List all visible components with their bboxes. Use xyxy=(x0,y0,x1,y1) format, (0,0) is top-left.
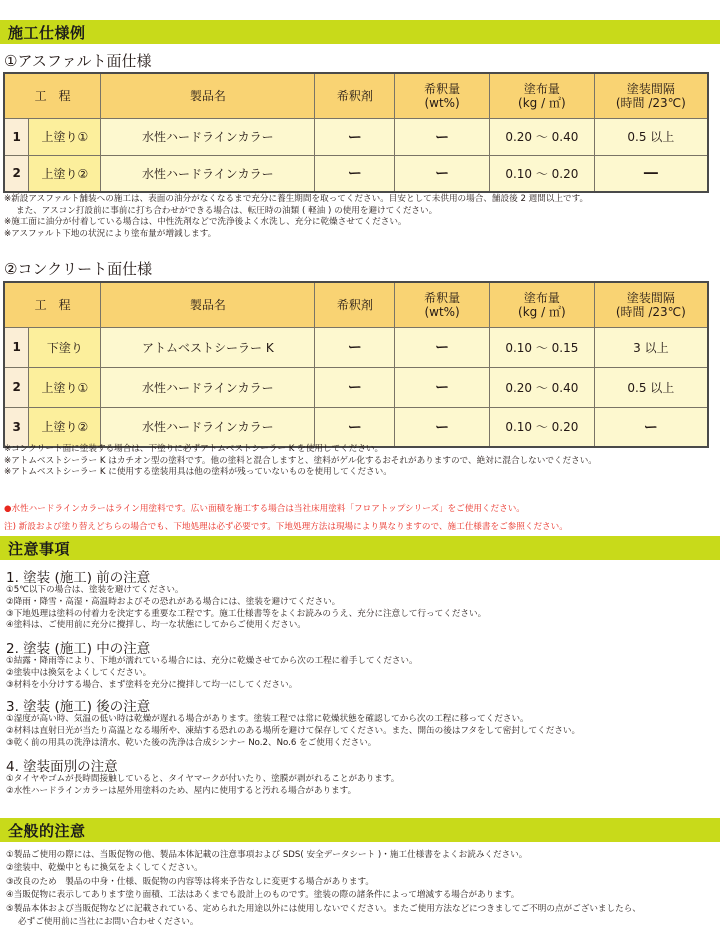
section-title: 注意事項 xyxy=(8,540,71,558)
table-header-row xyxy=(4,73,708,118)
row-interval: 0.5 以上 xyxy=(594,367,708,407)
header-dilution-line1: 希釈量 xyxy=(424,290,461,305)
list-item: 必ずご使用前に当社にお問い合わせください。 xyxy=(18,917,199,928)
row-dilution: ー xyxy=(395,367,490,407)
group-items xyxy=(6,774,399,798)
group-heading: 2. 塗装 (施工) 中の注意 xyxy=(6,641,151,657)
list-item: ①製品ご使用の際には、当販促物の他、製品本体記載の注意事項および SDS( 安全データシート )・施工仕様書をよくお読みください。 xyxy=(6,850,528,860)
header-dilution xyxy=(395,282,490,327)
row-dilution: ー xyxy=(395,155,490,192)
warning-notes xyxy=(4,500,568,536)
list-item: ③改良のため 製品の中身・仕様、販促物の内容等は将来予告なしに変更する場合があります。 xyxy=(6,876,374,887)
note: ※アトムベストシーラー K に使用する塗装用具は他の塗料が残っていないものを使用してください。 xyxy=(4,467,392,478)
header-coverage-line1: 塗布量 xyxy=(523,81,560,96)
row-product: 水性ハードラインカラー xyxy=(101,367,315,407)
header-coverage-line2: (kg / ㎡) xyxy=(518,304,566,319)
row-number: 3 xyxy=(4,407,29,447)
row-interval: ― xyxy=(594,155,708,192)
warning-note: 注) 新設および塗り替えどちらの場合でも、下地処理は必ず必要です。下地処理方法は現場により異なりますので、施工仕様書をご参照ください。 xyxy=(4,522,568,532)
table-row xyxy=(4,407,708,447)
row-product: 水性ハードラインカラー xyxy=(101,407,315,447)
list-item: ②塗装中は換気をよくしてください。 xyxy=(6,667,152,678)
row-thinner: ー xyxy=(315,327,395,367)
concrete-spec-table xyxy=(3,281,709,448)
table-header-row xyxy=(4,282,708,327)
row-product: 水性ハードラインカラー xyxy=(101,155,315,192)
list-item: ①5℃以下の場合は、塗装を避けてください。 xyxy=(6,585,184,595)
row-step: 上塗り② xyxy=(29,407,101,447)
list-item: ③乾く前の用具の洗浄は清水、乾いた後の洗浄は合成シンナー No.2、No.6 をご使用ください。 xyxy=(6,737,377,748)
row-step: 上塗り① xyxy=(29,118,101,155)
row-number: 2 xyxy=(4,367,29,407)
note: ※アスファルト下地の状況により塗布量が増減します。 xyxy=(4,228,217,239)
header-interval-line2: (時間 /23℃) xyxy=(615,304,686,319)
header-dilution xyxy=(395,73,490,118)
row-step: 下塗り xyxy=(29,327,101,367)
list-item: ②塗装中、乾燥中ともに換気をよくしてください。 xyxy=(6,863,203,874)
header-interval-line1: 塗装間隔 xyxy=(626,290,675,305)
row-coverage: 0.10 ～ 0.20 xyxy=(490,155,595,192)
asphalt-spec-table xyxy=(3,72,709,193)
note: ※アトムベストシーラー K はカチオン型の塗料です。他の塗料と混合しますと、塗料がゲル化するおそれがありますので、絶対に混合しないでください。 xyxy=(4,455,597,466)
list-item: ④塗料は、ご使用前に充分に攪拌し、均一な状態にしてからご使用ください。 xyxy=(6,620,306,631)
list-item: ①タイヤやゴムが長時間接触していると、タイヤマークが付いたり、塗膜が剥がれることがあります。 xyxy=(6,774,400,784)
note: また、アスコン打設前に事前に打ち合わせができる場合は、転圧時の油類 ( 軽油 ) の使用を避けてください。 xyxy=(16,205,438,216)
row-dilution: ー xyxy=(395,118,490,155)
section-bar-construction-spec xyxy=(0,20,720,44)
asphalt-notes xyxy=(4,194,588,240)
header-product: 製品名 xyxy=(101,73,315,118)
concrete-notes xyxy=(4,444,597,479)
list-item: ②降雨・降雪・高湿・高温時およびその恐れがある場合には、塗装を避けてください。 xyxy=(6,596,341,607)
row-step: 上塗り① xyxy=(29,367,101,407)
row-thinner: ー xyxy=(315,367,395,407)
list-item: ①結露・降雨等により、下地が濡れている場合には、充分に乾燥させてから次の工程に着手してください。 xyxy=(6,656,418,666)
warning-note: ●水性ハードラインカラーはライン用塗料です。広い面積を施工する場合は当社床用塗料「フロアトップシリーズ」をご使用ください。 xyxy=(4,504,525,514)
table-row xyxy=(4,118,708,155)
note: ※新設アスファルト舗装への施工は、表面の油分がなくなるまで充分に養生期間を取ってください。目安として未供用の場合、舗設後 2 週間以上です。 xyxy=(4,194,589,204)
header-interval xyxy=(594,282,708,327)
note: ※施工面に油分が付着している場合は、中性洗剤などで洗浄後よく水洗し、充分に乾燥させてください。 xyxy=(4,217,407,228)
row-coverage: 0.20 ～ 0.40 xyxy=(490,367,595,407)
row-number: 1 xyxy=(4,327,29,367)
section-bar-general-precautions xyxy=(0,818,720,842)
list-item: ①湿度が高い時、気温の低い時は乾燥が遅れる場合があります。塗装工程では常に乾燥状態を確認してから次の工程に移ってください。 xyxy=(6,714,529,724)
header-dilution-line2: (wt%) xyxy=(424,304,460,319)
list-item: ⑤製品本体および当販促物などに記載されている、定められた用途以外には使用しないでください。またご使用方法などにつきましてご不明の点がございましたら、 xyxy=(6,903,641,914)
table-row xyxy=(4,327,708,367)
header-interval-line2: (時間 /23℃) xyxy=(615,95,686,110)
header-coverage-line2: (kg / ㎡) xyxy=(518,95,566,110)
section-bar-precautions xyxy=(0,536,720,560)
row-product: 水性ハードラインカラー xyxy=(101,118,315,155)
group-items xyxy=(6,714,580,749)
row-thinner: ー xyxy=(315,118,395,155)
header-coverage xyxy=(490,282,595,327)
list-item: ②材料は直射日光が当たり高温となる場所や、凍結する恐れのある場所を避けて保存してください。また、開缶の後はフタをして密封してください。 xyxy=(6,725,581,736)
row-coverage: 0.10 ～ 0.20 xyxy=(490,407,595,447)
row-interval: 0.5 以上 xyxy=(594,118,708,155)
header-thinner: 希釈剤 xyxy=(315,73,395,118)
list-item: ②水性ハードラインカラーは屋外用塗料のため、屋内に使用すると汚れる場合があります。 xyxy=(6,785,357,796)
row-step: 上塗り② xyxy=(29,155,101,192)
row-thinner: ー xyxy=(315,407,395,447)
row-number: 1 xyxy=(4,118,29,155)
general-items xyxy=(6,849,641,929)
row-coverage: 0.10 ～ 0.15 xyxy=(490,327,595,367)
row-product: アトムベストシーラー K xyxy=(101,327,315,367)
list-item: ③材料を小分けする場合、まず塗料を充分に攪拌して均一にしてください。 xyxy=(6,679,298,690)
row-dilution: ー xyxy=(395,327,490,367)
header-step: 工 程 xyxy=(4,282,101,327)
header-interval-line1: 塗装間隔 xyxy=(626,81,675,96)
row-interval: ー xyxy=(594,407,708,447)
header-interval xyxy=(594,73,708,118)
section-title: 全般的注意 xyxy=(8,822,86,840)
row-interval: 3 以上 xyxy=(594,327,708,367)
table-row xyxy=(4,155,708,192)
table-row xyxy=(4,367,708,407)
section-title: 施工仕様例 xyxy=(8,24,86,42)
header-thinner: 希釈剤 xyxy=(315,282,395,327)
group-items xyxy=(6,656,418,691)
header-dilution-line2: (wt%) xyxy=(424,95,460,110)
row-dilution: ー xyxy=(395,407,490,447)
row-coverage: 0.20 ～ 0.40 xyxy=(490,118,595,155)
row-thinner: ー xyxy=(315,155,395,192)
header-step: 工 程 xyxy=(4,73,101,118)
note: ※コンクリート面に塗装する場合は、下塗りに必ずアトムベストシーラー K を使用してください。 xyxy=(4,444,384,454)
concrete-spec-title: ②コンクリート面仕様 xyxy=(4,260,153,278)
list-item: ③下地処理は塗料の付着力を決定する重要な工程です。施工仕様書等をよくお読みのうえ、充分に注意して行ってください。 xyxy=(6,608,487,619)
group-heading: 4. 塗装面別の注意 xyxy=(6,759,118,775)
header-coverage-line1: 塗布量 xyxy=(523,290,560,305)
header-coverage xyxy=(490,73,595,118)
asphalt-spec-title: ①アスファルト面仕様 xyxy=(4,52,152,70)
group-heading: 1. 塗装 (施工) 前の注意 xyxy=(6,570,151,586)
header-product: 製品名 xyxy=(101,282,315,327)
header-dilution-line1: 希釈量 xyxy=(424,81,461,96)
group-items xyxy=(6,585,486,632)
list-item: ④当販促物に表示してあります塗り面積、工法はあくまでも設計上のものです。塗装の際の諸条件によって増減する場合があります。 xyxy=(6,890,520,901)
row-number: 2 xyxy=(4,155,29,192)
group-heading: 3. 塗装 (施工) 後の注意 xyxy=(6,699,151,715)
